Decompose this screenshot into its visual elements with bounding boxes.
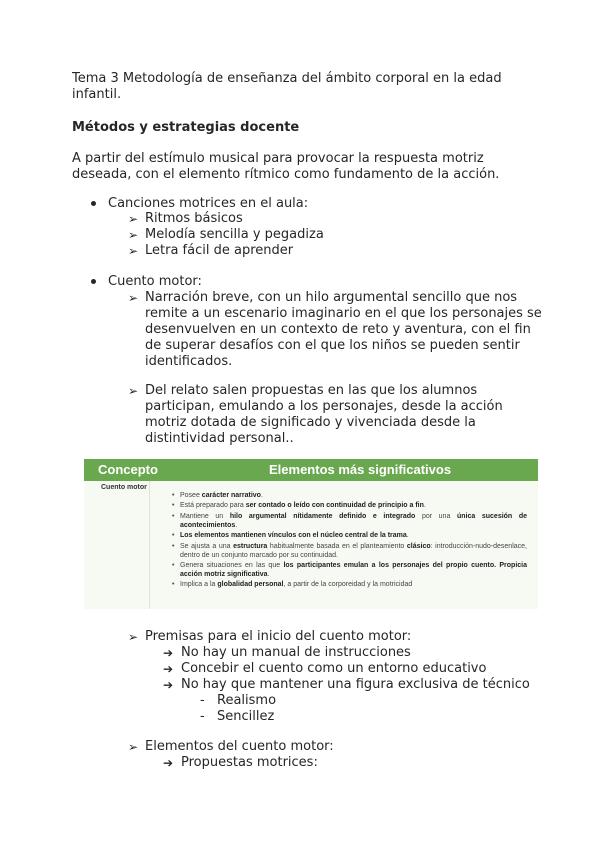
table-divider xyxy=(149,481,150,609)
cuento-p1-line-2: remite a un escenario imaginario en el que los personajes se xyxy=(145,306,542,321)
table-element-text: . xyxy=(260,492,263,499)
section-heading: Métodos y estrategias docente xyxy=(72,120,300,135)
table-element-item xyxy=(172,512,527,530)
arrow-right-icon: ➔ xyxy=(163,646,174,660)
premisas-subitem-1: Realismo xyxy=(217,693,277,708)
table-element-text: hilo argumental nítidamente definido e integrado xyxy=(229,512,416,520)
cuento-p2-line-2: participan, emulando a los personajes, desde la acción xyxy=(145,399,503,414)
arrowhead-icon: ➢ xyxy=(128,228,139,242)
table-element-text: , a partir de la corporeidad y la motricidad xyxy=(283,581,413,589)
cuento-p1-line-1: Narración breve, con un hilo argumental sencillo que nos xyxy=(145,290,518,305)
table-element-item xyxy=(172,501,527,510)
table-element-text: los participantes emulan a los personajes del propio cuento. Propicia acción motriz significativa xyxy=(180,561,527,578)
dash-icon: - xyxy=(200,709,205,724)
title-line-1: Tema 3 Metodología de enseñanza del ámbito corporal en la edad xyxy=(72,71,502,86)
arrowhead-icon: ➢ xyxy=(128,212,139,226)
cuento-p2-line-4: distintividad personal.. xyxy=(145,431,294,446)
table-element-item xyxy=(172,580,527,589)
arrow-right-icon: ➔ xyxy=(163,662,174,676)
premisas-subitem-2: Sencillez xyxy=(217,709,275,724)
premisas-item-1: No hay un manual de instrucciones xyxy=(181,645,411,660)
table-element-text: Genera situaciones en las que xyxy=(180,561,284,569)
table-element-text: globalidad personal xyxy=(217,581,284,589)
arrowhead-icon: ➢ xyxy=(128,630,139,644)
table-element-text: clásico xyxy=(406,542,431,550)
table-header-elements: Elementos más significativos xyxy=(269,462,452,477)
cuento-p1-line-4: de superar desafíos con el que los niños se pueden sentir xyxy=(145,338,520,353)
elementos-label: Elementos del cuento motor: xyxy=(145,739,334,754)
dash-icon: - xyxy=(200,693,205,708)
arrow-right-icon: ➔ xyxy=(163,756,174,770)
canciones-item-1: Ritmos básicos xyxy=(145,211,243,226)
canciones-label: Canciones motrices en el aula: xyxy=(108,196,309,211)
table-element-text: Mantiene un xyxy=(180,512,230,520)
table-element-item xyxy=(172,561,527,579)
table-element-text: : introducción-nudo-desenlace, dentro de un conjunto marcado por su continuidad. xyxy=(180,542,527,559)
table-element-item xyxy=(172,542,527,560)
cuento-p2-line-3: motriz dotada de significado y vivenciada desde la xyxy=(145,415,476,430)
table-element-text: . xyxy=(406,532,409,540)
table-header xyxy=(84,459,538,481)
bullet-dot-icon xyxy=(91,201,96,206)
bullet-dot-icon xyxy=(91,279,96,284)
intro-line-1: A partir del estímulo musical para provocar la respuesta motriz xyxy=(72,151,484,166)
table-element-text: Está preparado para xyxy=(180,502,246,510)
table-concept-cell: Cuento motor xyxy=(101,484,147,491)
elementos-item-1: Propuestas motrices: xyxy=(181,755,318,770)
canciones-item-3: Letra fácil de aprender xyxy=(145,243,294,258)
canciones-item-2: Melodía sencilla y pegadiza xyxy=(145,227,324,242)
premisas-item-3: No hay que mantener una figura exclusiva de técnico xyxy=(181,677,530,692)
table-element-text: carácter narrativo xyxy=(201,492,261,499)
cuento-motor-table xyxy=(84,459,538,609)
table-element-text: habitualmente basada en el planteamiento xyxy=(267,542,407,550)
table-element-text: por una xyxy=(415,512,457,520)
table-element-text: Los elementos mantienen vínculos con el núcleo central de la trama xyxy=(180,532,407,540)
table-header-concept: Concepto xyxy=(98,462,158,477)
table-element-item xyxy=(172,531,527,540)
cuento-label: Cuento motor: xyxy=(108,274,202,289)
title-line-2: infantil. xyxy=(72,87,122,102)
table-elements-list xyxy=(172,491,527,591)
table-element-text: Implica a la xyxy=(180,581,218,589)
arrowhead-icon: ➢ xyxy=(128,291,139,305)
table-element-text: . xyxy=(423,502,426,510)
cuento-p2-line-1: Del relato salen propuestas en las que los alumnos xyxy=(145,383,478,398)
arrow-right-icon: ➔ xyxy=(163,678,174,692)
premisas-label: Premisas para el inicio del cuento motor: xyxy=(145,629,412,644)
table-element-text: ser contado o leído con continuidad de principio a fin xyxy=(245,502,424,510)
table-element-text: única sucesión de acontecimientos xyxy=(180,512,527,529)
cuento-p1-line-3: desenvuelven en un contexto de reto y aventura, con el fin xyxy=(145,322,531,337)
cuento-p1-line-5: identificados. xyxy=(145,354,233,369)
premisas-item-2: Concebir el cuento como un entorno educativo xyxy=(181,661,487,676)
arrowhead-icon: ➢ xyxy=(128,244,139,258)
table-element-text: . xyxy=(235,521,238,529)
table-element-text: estructura xyxy=(233,542,268,550)
arrowhead-icon: ➢ xyxy=(128,740,139,754)
intro-line-2: deseada, con el elemento rítmico como fundamento de la acción. xyxy=(72,167,500,182)
table-element-text: . xyxy=(267,570,270,578)
table-element-text: Se ajusta a una xyxy=(180,542,234,550)
arrowhead-icon: ➢ xyxy=(128,384,139,398)
table-element-text: Posee xyxy=(180,492,202,499)
table-element-item xyxy=(172,491,527,500)
